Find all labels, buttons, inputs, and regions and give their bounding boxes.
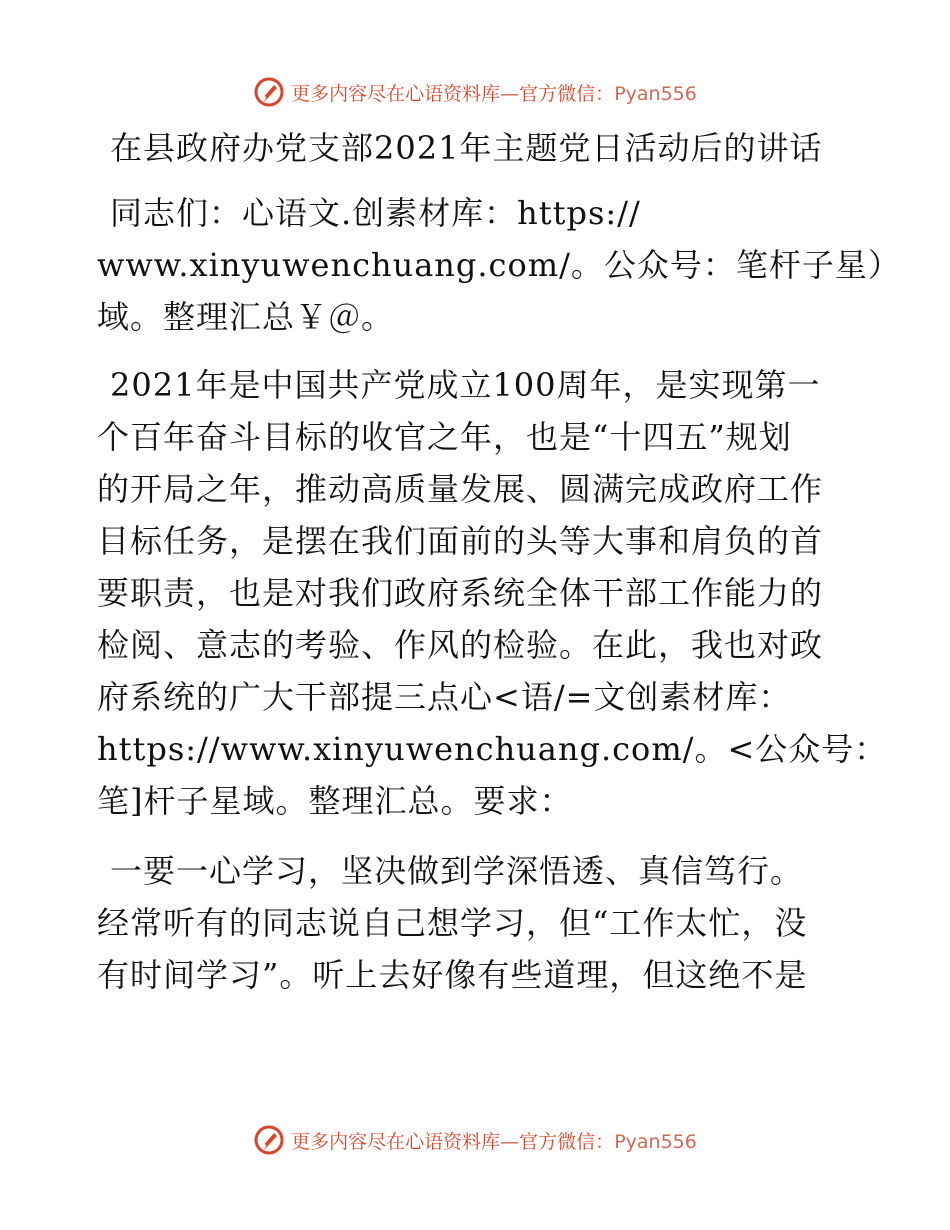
paragraph-line: www.xinyuwenchuang.com/。公众号：笔杆子星）: [97, 246, 901, 284]
paragraph-line: 2021年是中国共产党成立100周年，是实现第一: [110, 366, 821, 404]
paragraph-line: 目标任务，是摆在我们面前的头等大事和肩负的首: [97, 522, 824, 560]
paragraph-line: 同志们：心语文.创素材库：https://: [110, 194, 641, 232]
paragraph-line: 要职责，也是对我们政府系统全体干部工作能力的: [97, 574, 824, 612]
paragraph-point-one: [97, 845, 857, 1001]
banner-wechat-label: 官方微信：: [519, 82, 615, 105]
banner-wechat-id: Pyan556: [614, 1130, 697, 1153]
banner-wechat-id: Pyan556: [614, 82, 697, 105]
pen-circle-logo-icon: [253, 76, 285, 108]
footer-watermark-banner: [0, 1120, 950, 1160]
banner-main-text: 更多内容尽在心语资料库: [291, 82, 501, 105]
pen-circle-logo-icon: [253, 1124, 285, 1156]
banner-dash: —: [500, 82, 520, 105]
paragraph-line: 检阅、意志的考验、作风的检验。在此，我也对政: [97, 626, 824, 664]
header-watermark-banner: [0, 72, 950, 112]
banner-wechat-label: 官方微信：: [519, 1130, 615, 1153]
paragraph-line: 一要一心学习，坚决做到学深悟透、真信笃行。: [110, 852, 804, 890]
paragraph-line: 经常听有的同志说自己想学习，但“工作太忙，没: [97, 904, 808, 942]
document-title: 在县政府办党支部2021年主题党日活动后的讲话: [110, 129, 823, 167]
banner-dash: —: [500, 1130, 520, 1153]
document-body: [97, 123, 901, 1001]
banner-text: [291, 79, 697, 106]
paragraph-line: 有时间学习”。听上去好像有些道理，但这绝不是: [97, 956, 808, 994]
paragraph-line: 的开局之年，推动高质量发展、圆满完成政府工作: [97, 470, 824, 508]
paragraph-line: 域。整理汇总￥＠。: [97, 298, 395, 336]
banner-text: [291, 1127, 697, 1154]
banner-main-text: 更多内容尽在心语资料库: [291, 1130, 501, 1153]
paragraph-line: 个百年奋斗目标的收官之年，也是“十四五”规划: [97, 418, 792, 456]
paragraph-line: https://www.xinyuwenchuang.com/。<公众号：: [97, 730, 888, 768]
paragraph-intro: [97, 359, 888, 827]
paragraph-line: 府系统的广大干部提三点心<语/=文创素材库：: [97, 678, 792, 716]
paragraph-greeting: [97, 187, 901, 343]
paragraph-line: 笔]杆子星域。整理汇总。要求：: [97, 782, 573, 820]
